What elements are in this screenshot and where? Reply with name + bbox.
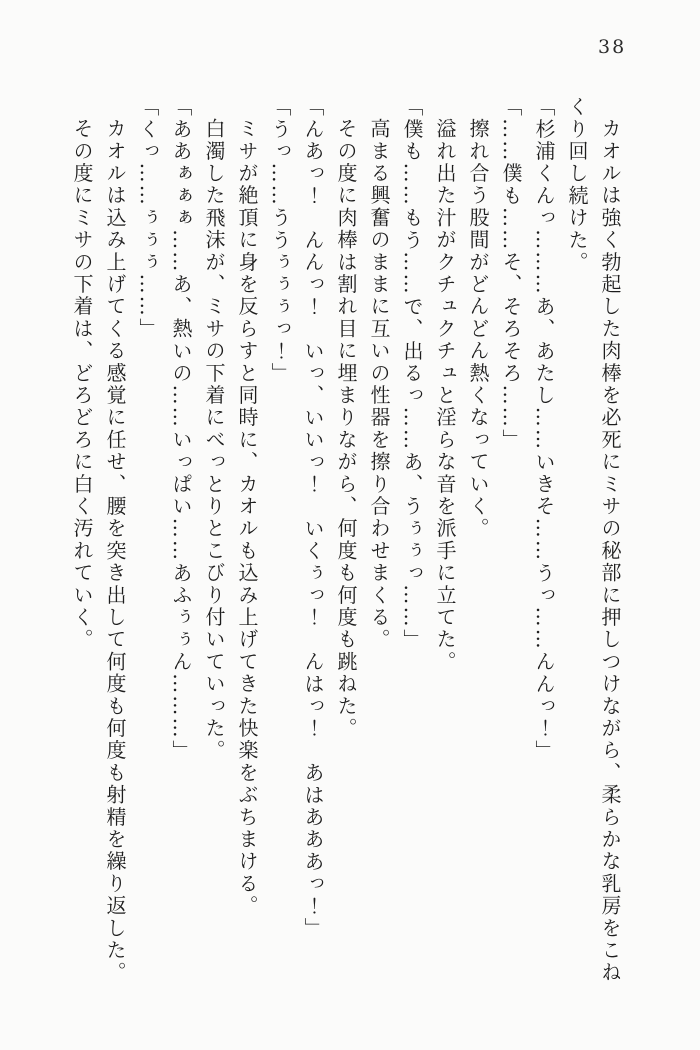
paragraph: カオルは強く勃起した肉棒を必死にミサの秘部に押しつけながら、柔らかな乳房をこねくり回し続けた。: [565, 96, 622, 984]
paragraph: 擦れ合う股間がどんどん熱くなっていく。: [466, 118, 490, 540]
paragraph-dialogue: 「ああぁぁぁ……あ、熱いの……いっぱい……あふぅぅん………」: [169, 96, 193, 762]
paragraph: その度に肉棒は割れ目に埋まりながら、何度も何度も跳ねた。: [334, 118, 358, 740]
paragraph: カオルは込み上げてくる感覚に任せ、腰を突き出して何度も何度も射精を繰り返した。: [103, 118, 127, 984]
paragraph-dialogue: 「僕も……もう……で、出るっ……あ、うぅぅっ……」: [400, 96, 424, 651]
paragraph-dialogue: 「杉浦くんっ………あ、あたし……いきそ……うっ……んんっ！」: [532, 96, 556, 762]
paragraph-dialogue: 「うっ……ううぅぅぅっ！」: [268, 96, 292, 385]
paragraph: ミサが絶頂に身を反らすと同時に、カオルも込み上げてきた快楽をぶちまける。: [235, 118, 259, 918]
paragraph-dialogue: 「んあっ！ んんっ！ いっ、いいっ！ いくぅっ！ んはっ！ あはあああっ！」: [301, 96, 325, 940]
paragraph: その度にミサの下着は、どろどろに白く汚れていく。: [70, 118, 94, 651]
vertical-text-block: [65, 96, 626, 988]
paragraph: 白濁した飛沫が、ミサの下着にべっとりとこびり付いていった。: [202, 118, 226, 762]
paragraph-dialogue: 「……僕も……そ、そろそろ……」: [499, 96, 523, 452]
paragraph-dialogue: 「くっ……ぅぅぅ……」: [136, 96, 160, 341]
page-number: 38: [598, 36, 627, 58]
paragraph: 高まる興奮のままに互いの性器を擦り合わせまくる。: [367, 118, 391, 651]
paragraph: 溢れ出た汁がクチュクチュと淫らな音を派手に立てた。: [433, 118, 457, 673]
